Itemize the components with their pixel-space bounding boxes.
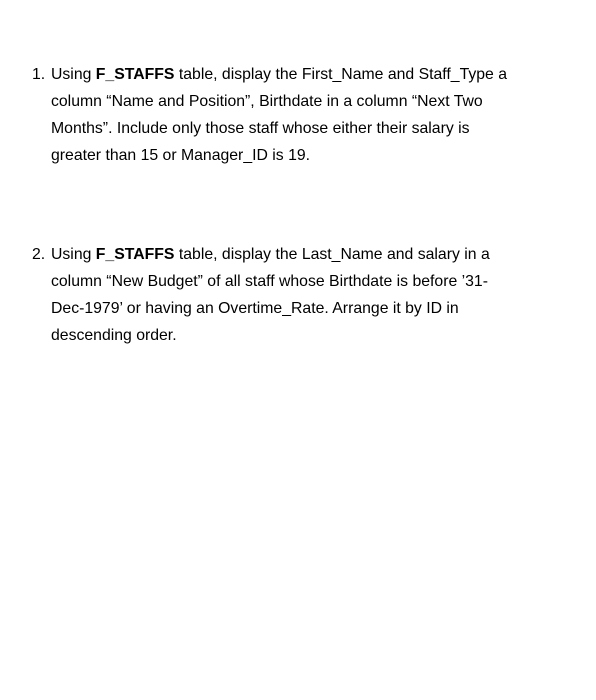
table-name: F_STAFFS [95,66,175,83]
question-line: Dec-1979’ or having an Overtime_Rate. Arrange it by ID in [51,300,459,317]
line-text: Using [51,246,96,263]
line-text: table, display the Last_Name and salary in a [174,246,490,263]
question-number: 1. [32,66,46,83]
question-line: greater than 15 or Manager_ID is 19. [51,147,311,164]
question-line: column “Name and Position”, Birthdate in a column “Next Two [51,93,483,110]
question-line [51,61,556,88]
table-name: F_STAFFS [95,246,175,263]
line-text: Using [51,66,96,83]
question-line: column “New Budget” of all staff whose Birthdate is before ’31- [51,273,488,290]
question-number: 2. [32,246,46,263]
question-2 [32,241,556,349]
line-text: table, display the First_Name and Staff_Type a [174,66,507,83]
question-line [51,241,556,268]
question-text [51,61,556,169]
question-line: descending order. [51,327,177,344]
question-1 [32,61,556,169]
question-line: Months”. Include only those staff whose either their salary is [51,120,470,137]
question-text [51,241,556,349]
